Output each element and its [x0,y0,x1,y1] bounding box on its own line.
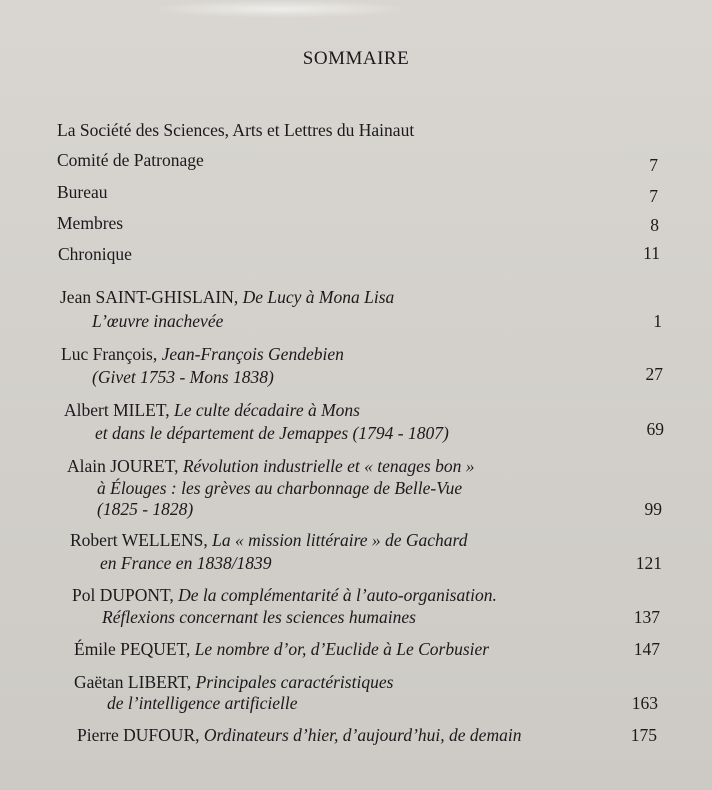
article-author: Luc François, [61,344,162,364]
article-line [72,585,497,605]
article-author: Robert WELLENS, [70,530,213,550]
page-title: SOMMAIRE [302,48,410,69]
toc-entry-page: 7 [649,155,658,175]
article-line [77,725,521,745]
article-title-cont: Réflexions concernant les sciences humaines [102,607,416,627]
article-page: 99 [644,499,662,519]
article-author: Alain JOURET, [67,456,183,476]
article-author: Émile PEQUET, [74,639,195,659]
article-author: Pol DUPONT, [72,585,179,605]
article-page: 121 [635,553,662,573]
article-author: Albert MILET, [64,400,174,420]
article-page: 137 [633,607,660,627]
toc-entry-label: Chronique [58,244,132,264]
article-title-cont: (1825 - 1828) [97,499,194,519]
article-line [67,456,474,476]
article-title: Principales caractéristiques [195,672,394,692]
article-line [74,639,489,659]
article-line [61,344,344,364]
article-line [64,400,360,420]
article-title-cont: de l’intelligence artificielle [107,693,298,713]
article-title-cont: (Givet 1753 - Mons 1838) [92,367,274,387]
article-title-cont: à Élouges : les grèves au charbonnage de Belle-Vue [97,478,463,498]
article-page: 163 [631,693,658,713]
toc-entry-label: Comité de Patronage [57,150,204,170]
article-title-cont: et dans le département de Jemappes (1794 - 1807) [95,423,449,443]
society-title: La Société des Sciences, Arts et Lettres du Hainaut [57,120,415,140]
article-title: La « mission littéraire » de Gachard [212,530,468,550]
article-title: Ordinateurs d’hier, d’aujourd’hui, de demain [203,725,522,745]
article-title-cont: en France en 1838/1839 [100,553,272,573]
article-author: Pierre DUFOUR, [77,725,204,745]
article-page: 175 [630,725,657,745]
article-title: Jean-François Gendebien [161,344,344,364]
toc-entry-label: Bureau [57,182,108,202]
article-title: Révolution industrielle et « tenages bon » [182,456,475,476]
article-title: Le culte décadaire à Mons [174,400,360,420]
article-page: 147 [633,639,660,659]
article-title-cont: L’œuvre inachevée [92,311,224,331]
article-page: 69 [646,419,664,439]
toc-entry-page: 11 [643,243,660,263]
toc-entry-page: 7 [649,186,658,206]
article-line [74,672,393,692]
article-title: De Lucy à Mona Lisa [242,287,395,307]
article-line [60,287,394,307]
article-author: Gaëtan LIBERT, [74,672,196,692]
article-title: De la complémentarité à l’auto-organisation. [178,585,497,605]
toc-entry-label: Membres [57,213,124,233]
article-page: 1 [653,311,662,331]
article-title: Le nombre d’or, d’Euclide à Le Corbusier [194,639,490,659]
toc-entry-page: 8 [650,215,659,235]
article-page: 27 [645,364,663,384]
article-author: Jean SAINT-GHISLAIN, [60,287,243,307]
article-line [70,530,467,550]
